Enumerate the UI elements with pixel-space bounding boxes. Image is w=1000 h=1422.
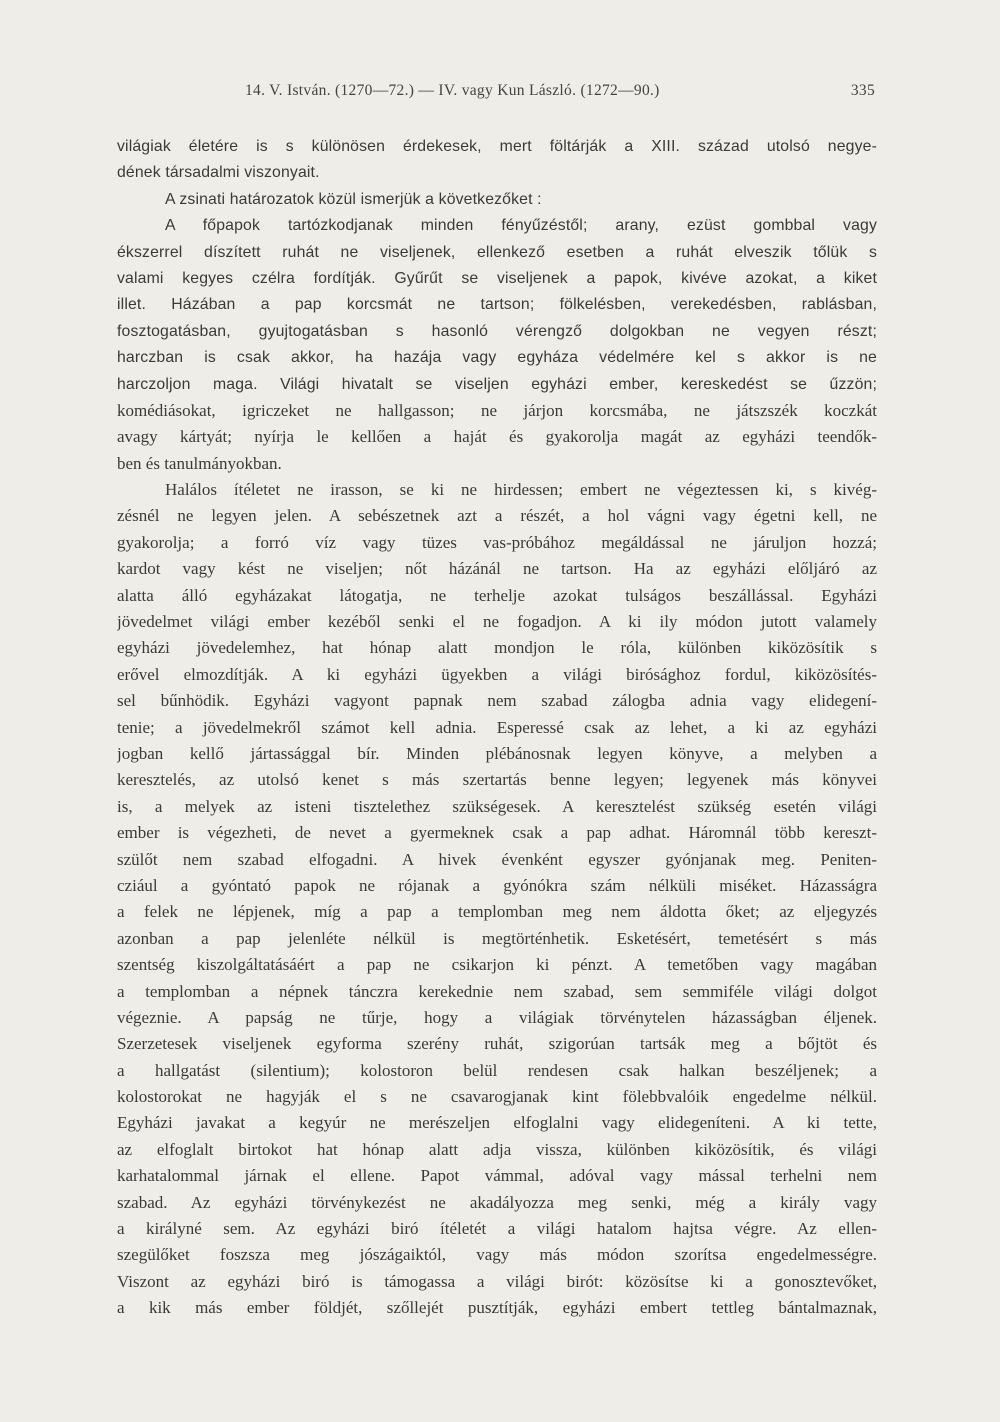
text-line: jövedelmet világi ember kezéből senki el ne fogadjon. A ki ily módon jutott valamely <box>117 612 877 632</box>
text-line: ember is végezheti, de nevet a gyermeknek csak a pap adhat. Háromnál több kereszt- <box>117 823 877 843</box>
text-line: a templomban a népnek tánczra kerekednie nem szabad, sem semmiféle világi dolgot <box>117 981 877 1001</box>
text-line: alatta álló egyházakat látogatja, ne terhelje azokat tulságos beszállással. Egyházi <box>117 585 877 605</box>
text-line: cziául a gyóntató papok ne rójanak a gyónókra szám nélküli miséket. Házasságra <box>117 875 877 895</box>
text-line: kardot vagy kést ne viseljen; nőt házánál ne tartson. Ha az egyházi előljáró az <box>117 559 877 579</box>
text-line: a királyné sem. Az egyházi biró ítéletét a világi hatalom hajtsa végre. Az ellen- <box>117 1219 877 1239</box>
text-line: A főpapok tartózkodjanak minden fényűzéstől; arany, ezüst gombbal vagy <box>165 217 877 235</box>
text-line: A zsinati határozatok közül ismerjük a következőket : <box>165 190 542 208</box>
text-line: zésnél ne legyen jelen. A sebészetnek azt a részét, a hol vágni vagy égetni kell, ne <box>117 506 877 526</box>
text-line: kolostorokat ne hagyják el s ne csavarogjanak kint fölebbvalóik engedelme nélkül. <box>117 1087 877 1107</box>
page-number: 335 <box>850 82 875 99</box>
header-title: 14. V. István. (1270—72.) — IV. vagy Kun László. (1272—90.) <box>245 82 660 99</box>
text-line: valami kegyes czélra fordítják. Gyűrűt se viseljenek a papok, kivéve azokat, a kiket <box>117 269 877 287</box>
text-line: avagy kártyát; nyírja le kellően a haját és gyakorolja magát az egyházi teendők- <box>117 427 877 447</box>
text-line: a hallgatást (silentium); kolostoron belül rendesen csak halkan beszéljenek; a <box>117 1060 877 1080</box>
text-line: Halálos ítéletet ne irasson, se ki ne hirdessen; embert ne végeztessen ki, s kivég- <box>165 480 877 500</box>
text-line: illet. Házában a pap korcsmát ne tartson; fölkelésben, verekedésben, rablásban, <box>117 296 877 314</box>
text-line: komédiásokat, igriczeket ne hallgasson; ne járjon korcsmába, ne játszszék koczkát <box>117 400 877 420</box>
text-line: a felek ne lépjenek, míg a pap a templomban meg nem áldotta őket; az eljegyzés <box>117 902 877 922</box>
text-line: ékszerrel díszített ruhát ne viseljenek, ellenkező esetben a ruhát elveszik tőlük s <box>117 243 877 261</box>
text-line: szülőt nem szabad elfogadni. A hivek évenként egyszer gyónjanak meg. Peniten- <box>117 849 877 869</box>
text-line: dének társadalmi viszonyait. <box>117 164 320 182</box>
text-line: gyakorolja; a forró víz vagy tüzes vas-próbához megáldással ne járuljon hozzá; <box>117 532 877 552</box>
text-line: keresztelés, az utolsó kenet s más szertartás benne legyen; legyenek más könyvei <box>117 770 877 790</box>
text-line: végeznie. A papság ne tűrje, hogy a világiak törvénytelen házasságban éljenek. <box>117 1007 877 1027</box>
text-line: Szerzetesek viseljenek egyforma szerény ruhát, szigorúan tartsák meg a bőjtöt és <box>117 1034 877 1054</box>
text-line: szabad. Az egyházi törvénykezést ne akadályozza meg senki, még a király vagy <box>117 1192 877 1212</box>
text-line: Viszont az egyházi biró is támogassa a világi birót: közösítse ki a gonosztevőket, <box>117 1271 877 1291</box>
text-line: Egyházi javakat a kegyúr ne merészeljen elfoglalni vagy elidegeníteni. A ki tette, <box>117 1113 877 1133</box>
text-line: világiak életére is s különösen érdekesek, mert föltárják a XIII. század utolsó negye- <box>117 138 877 155</box>
text-line: azonban a pap jelenléte nélkül is megtörténhetik. Esketésért, temetésért s más <box>117 928 877 948</box>
text-line: is, a melyek az isteni tisztelethez szükségesek. A keresztelést szükség esetén világi <box>117 796 877 816</box>
text-line: a kik más ember földjét, szőllejét pusztítják, egyházi embert tettleg bántalmaznak, <box>117 1298 877 1318</box>
body-text <box>117 134 877 1322</box>
text-line: fosztogatásban, gyujtogatásban s hasonló vérengző dolgokban ne vegyen részt; <box>117 322 877 340</box>
text-line: tenie; a jövedelmekről számot kell adnia. Esperessé csak az lehet, a ki az egyházi <box>117 717 877 737</box>
text-line: sel bűnhödik. Egyházi vagyont papnak nem szabad zálogba adnia vagy elidegení- <box>117 691 877 711</box>
text-line: az elfoglalt birtokot hat hónap alatt adja vissza, különben kiközösítik, és világi <box>117 1139 877 1159</box>
text-line: erővel elmozdítják. A ki egyházi ügyekben a világi birósághoz fordul, kiközösítés- <box>117 664 877 684</box>
text-line: harczban is csak akkor, ha hazája vagy egyháza védelmére kel s akkor is ne <box>117 349 877 367</box>
text-line: ben és tanulmányokban. <box>117 453 282 473</box>
text-line: jogban kellő jártassággal bír. Minden plébánosnak legyen könyve, a melyben a <box>117 743 877 763</box>
text-line: karhatalommal járnak el ellene. Papot vámmal, adóval vagy mással terhelni nem <box>117 1166 877 1186</box>
text-line: harczoljon maga. Világi hivatalt se viseljen egyházi ember, kereskedést se űzzön; <box>117 375 877 393</box>
text-line: egyházi jövedelemhez, hat hónap alatt mondjon le róla, különben kiközösítik s <box>117 638 877 658</box>
text-line: szegülőket foszsza meg jószágaiktól, vagy más módon szorítsa engedelmességre. <box>117 1245 877 1265</box>
text-line: szentség kiszolgáltatásáért a pap ne csikarjon ki pénzt. A temetőben vagy magában <box>117 955 877 975</box>
